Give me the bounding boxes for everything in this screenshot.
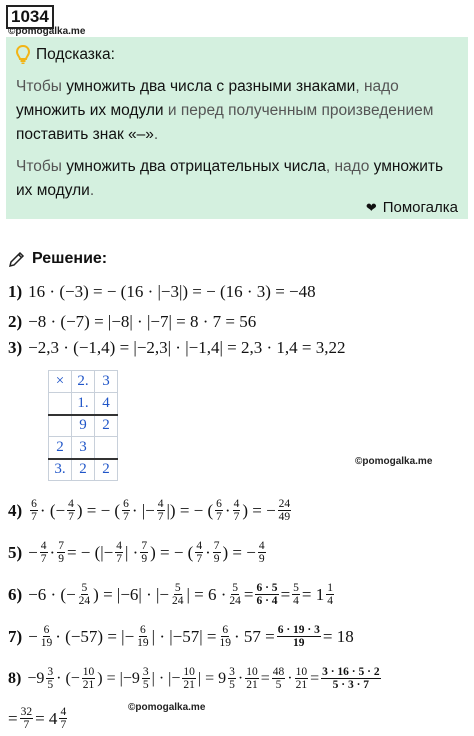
- op: = 18: [322, 626, 354, 646]
- item-number: 1): [8, 282, 23, 301]
- fraction: [277, 624, 321, 649]
- op: | = 6 ·: [186, 584, 227, 604]
- denominator: 24: [171, 595, 184, 607]
- denominator: 4: [293, 595, 299, 607]
- denominator: 7: [60, 719, 67, 731]
- grid-row: [49, 459, 118, 481]
- numerator: 6 · 19 · 3: [277, 624, 320, 636]
- numerator: 5: [81, 582, 88, 594]
- denominator: 21: [82, 679, 95, 691]
- numerator: 7: [213, 540, 220, 552]
- text: .: [89, 182, 95, 199]
- fraction: [30, 498, 38, 523]
- op: −6 · (−: [28, 584, 76, 604]
- numerator: 4: [258, 540, 265, 552]
- grid-cell: 2: [95, 459, 118, 481]
- fraction: [213, 540, 221, 565]
- op: = − (|−: [66, 542, 114, 562]
- denominator: 7: [68, 511, 74, 523]
- expression: −8 · (−7) = |−8| · |−7| = 8 · 7 = 56: [28, 312, 257, 331]
- fraction: [326, 582, 334, 607]
- grid-row: [49, 371, 118, 393]
- denominator: 21: [183, 679, 195, 691]
- numerator: 10: [183, 666, 195, 678]
- text: Чтобы: [16, 78, 67, 95]
- op: ·: [49, 542, 56, 562]
- grid-row: [49, 415, 118, 437]
- numerator: 7: [58, 540, 64, 552]
- grid-row: [49, 393, 118, 415]
- fraction: [278, 498, 292, 523]
- fraction: [157, 498, 165, 523]
- numerator: 6: [140, 624, 146, 636]
- numerator: 5: [174, 582, 181, 594]
- fraction: [67, 498, 75, 523]
- fraction: [40, 624, 54, 649]
- hint-title: [16, 45, 115, 65]
- grid-cell: ×: [49, 371, 72, 393]
- denominator: 7: [123, 511, 129, 523]
- numerator: 6: [43, 624, 50, 636]
- grid-cell: 1.: [72, 393, 95, 415]
- denominator: 49: [278, 511, 291, 523]
- denominator: 5: [229, 679, 235, 691]
- fraction: [115, 540, 123, 565]
- denominator: 5: [275, 679, 282, 691]
- expression: 16 · (−3) = − (16 · |−3|) = − (16 · 3) = −48: [28, 282, 316, 301]
- numerator: 10: [295, 666, 308, 678]
- denominator: 6 · 4: [256, 595, 278, 607]
- grid-cell: 3: [95, 371, 118, 393]
- fraction: [228, 666, 236, 691]
- hint-paragraph-2: [16, 155, 460, 203]
- op: =: [260, 669, 270, 687]
- denominator: 9: [141, 553, 148, 565]
- fraction: [218, 624, 232, 649]
- numerator: 5: [293, 582, 299, 594]
- numerator: 4: [157, 498, 164, 510]
- task-number: 1034: [6, 5, 54, 29]
- op: | · |−57| =: [151, 626, 217, 646]
- denominator: 5: [47, 679, 54, 691]
- column-multiplication-grid: [48, 370, 118, 481]
- denominator: 19: [137, 637, 149, 649]
- numerator: 4: [233, 498, 240, 510]
- fraction: [20, 706, 34, 731]
- solution-line-5: [8, 540, 268, 565]
- numerator: 10: [246, 666, 258, 678]
- grid-cell: 2: [95, 415, 118, 437]
- fraction: [272, 666, 286, 691]
- solution-title-text: Решение:: [32, 250, 108, 267]
- fraction: [195, 540, 203, 565]
- op: ·: [205, 542, 211, 562]
- denominator: 21: [246, 679, 258, 691]
- numerator: 6: [31, 498, 37, 510]
- numerator: 32: [20, 706, 33, 718]
- fraction: [295, 666, 309, 691]
- denominator: 9: [213, 553, 220, 565]
- solution-line-2: [8, 312, 256, 332]
- numerator: 4: [40, 540, 47, 552]
- numerator: 3: [142, 666, 149, 678]
- text: .: [153, 126, 159, 143]
- numerator: 3: [47, 666, 54, 678]
- item-number: 8): [8, 669, 22, 687]
- watermark: ©pomogalka.me: [8, 26, 86, 37]
- fraction: [136, 624, 150, 649]
- signature-text: Помогалка: [382, 199, 458, 216]
- fraction: [142, 666, 150, 691]
- fraction: [171, 582, 185, 607]
- emphasis-text: умножить их модули: [16, 102, 164, 119]
- numerator: 3: [229, 666, 235, 678]
- denominator: 19: [40, 637, 53, 649]
- op: · (−: [56, 669, 80, 687]
- expression: −2,3 · (−1,4) = |−2,3| · |−1,4| = 2,3 · 1,4 = 3,22: [28, 338, 346, 357]
- op: =: [243, 584, 254, 604]
- lightbulb-icon: [16, 45, 30, 65]
- fraction: [215, 498, 223, 523]
- solution-line-6: [8, 582, 336, 607]
- op: ) = |−9: [97, 669, 140, 687]
- numerator: 4: [60, 706, 67, 718]
- solution-line-7: [8, 624, 354, 649]
- item-number: 2): [8, 312, 23, 331]
- grid-cell: [49, 415, 72, 437]
- fraction: [182, 666, 196, 691]
- numerator: 10: [82, 666, 95, 678]
- text: и перед полученным произведением: [163, 102, 434, 119]
- op: |: [166, 500, 170, 520]
- solution-line-1: [8, 282, 316, 302]
- numerator: 4: [116, 540, 123, 552]
- numerator: 4: [196, 540, 203, 552]
- op: =: [8, 708, 18, 728]
- solution-title: [8, 250, 107, 268]
- numerator: 5: [232, 582, 238, 594]
- op: | = 9: [197, 669, 227, 687]
- watermark: ©pomogalka.me: [355, 456, 433, 467]
- item-number: 3): [8, 338, 23, 357]
- item-number: 6): [8, 584, 23, 604]
- solution-line-3: [8, 338, 345, 358]
- emphasis-text: умножить два числа с разными знаками: [66, 78, 356, 95]
- denominator: 7: [216, 511, 222, 523]
- op: = 1: [301, 584, 325, 604]
- denominator: 7: [157, 511, 164, 523]
- numerator: 6: [222, 624, 229, 636]
- hint-title-text: Подсказка:: [36, 46, 115, 63]
- fraction: [46, 666, 54, 691]
- denominator: 19: [219, 637, 231, 649]
- op: ) = − (: [169, 500, 214, 520]
- op: ·: [237, 669, 244, 687]
- pencil-icon: [8, 250, 26, 268]
- op: −: [28, 542, 38, 562]
- fraction: [292, 582, 300, 607]
- op: | · |−: [151, 669, 181, 687]
- watermark: ©pomogalka.me: [128, 702, 206, 713]
- fraction: [57, 540, 65, 565]
- denominator: 24: [229, 595, 241, 607]
- fraction: [228, 582, 242, 607]
- numerator: 48: [272, 666, 285, 678]
- fraction: [40, 540, 48, 565]
- denominator: 5 · 3 · 7: [332, 679, 370, 691]
- fraction: [122, 498, 130, 523]
- grid-cell: [95, 437, 118, 459]
- denominator: 7: [196, 553, 203, 565]
- solution-line-4: [8, 498, 293, 523]
- numerator: 3 · 16 · 5 · 2: [322, 666, 380, 678]
- fraction: [59, 706, 67, 731]
- op: · |−: [131, 500, 155, 520]
- op: ) = |−6| · |−: [93, 584, 169, 604]
- op: =: [310, 669, 320, 687]
- denominator: 19: [293, 637, 305, 649]
- grid-cell: 2.: [72, 371, 95, 393]
- fraction: [258, 540, 266, 565]
- item-number: 7): [8, 626, 23, 646]
- denominator: 7: [23, 719, 30, 731]
- hint-paragraph-1: [16, 75, 460, 147]
- denominator: 7: [40, 553, 47, 565]
- emphasis-text: умножить их модули: [16, 158, 444, 199]
- op: −: [28, 626, 38, 646]
- fraction: [82, 666, 96, 691]
- denominator: 24: [78, 595, 91, 607]
- op: · 57 =: [233, 626, 275, 646]
- fraction: [140, 540, 148, 565]
- text: , надо: [355, 78, 399, 95]
- denominator: 9: [258, 553, 265, 565]
- denominator: 4: [327, 595, 333, 607]
- denominator: 7: [31, 511, 37, 523]
- solution-line-8-cont: [8, 706, 69, 731]
- fraction: [245, 666, 259, 691]
- item-number: 4): [8, 500, 23, 520]
- hint-signature: [366, 199, 458, 216]
- fraction: [78, 582, 92, 607]
- emphasis-text: умножить два отрицательных числа: [66, 158, 326, 175]
- denominator: 9: [58, 553, 64, 565]
- solution-line-8: [8, 666, 383, 691]
- numerator: 6 · 5: [256, 582, 278, 594]
- denominator: 21: [295, 679, 308, 691]
- numerator: 24: [278, 498, 291, 510]
- numerator: 4: [68, 498, 74, 510]
- fraction: [255, 582, 278, 607]
- emphasis-text: поставить знак «–»: [16, 126, 154, 143]
- numerator: 1: [327, 582, 333, 594]
- numerator: 6: [216, 498, 222, 510]
- op: ) = −: [222, 542, 256, 562]
- grid-cell: 9: [72, 415, 95, 437]
- fraction: [321, 666, 381, 691]
- op: = 4: [35, 708, 58, 728]
- hint-box: [6, 37, 468, 219]
- fraction: [233, 498, 241, 523]
- grid-cell: 2: [72, 459, 95, 481]
- op: ) = − (: [76, 500, 121, 520]
- grid-cell: [49, 393, 72, 415]
- op: ·: [224, 500, 231, 520]
- grid-cell: 4: [95, 393, 118, 415]
- item-number: 5): [8, 542, 23, 562]
- denominator: 7: [233, 511, 240, 523]
- denominator: 7: [116, 553, 123, 565]
- grid-cell: 2: [49, 437, 72, 459]
- op: ) = −: [242, 500, 276, 520]
- grid-row: [49, 437, 118, 459]
- op: =: [280, 584, 291, 604]
- grid-cell: 3.: [49, 459, 72, 481]
- op: · (−: [39, 500, 66, 520]
- heart-icon: ❤: [365, 199, 377, 215]
- op: | ·: [125, 542, 139, 562]
- op: −9: [27, 669, 45, 687]
- text: Чтобы: [16, 158, 67, 175]
- grid-cell: 3: [72, 437, 95, 459]
- op: ) = − (: [150, 542, 194, 562]
- text: , надо: [325, 158, 374, 175]
- op: ·: [287, 669, 293, 687]
- numerator: 7: [141, 540, 148, 552]
- denominator: 5: [142, 679, 149, 691]
- numerator: 6: [123, 498, 129, 510]
- op: · (−57) = |−: [55, 626, 135, 646]
